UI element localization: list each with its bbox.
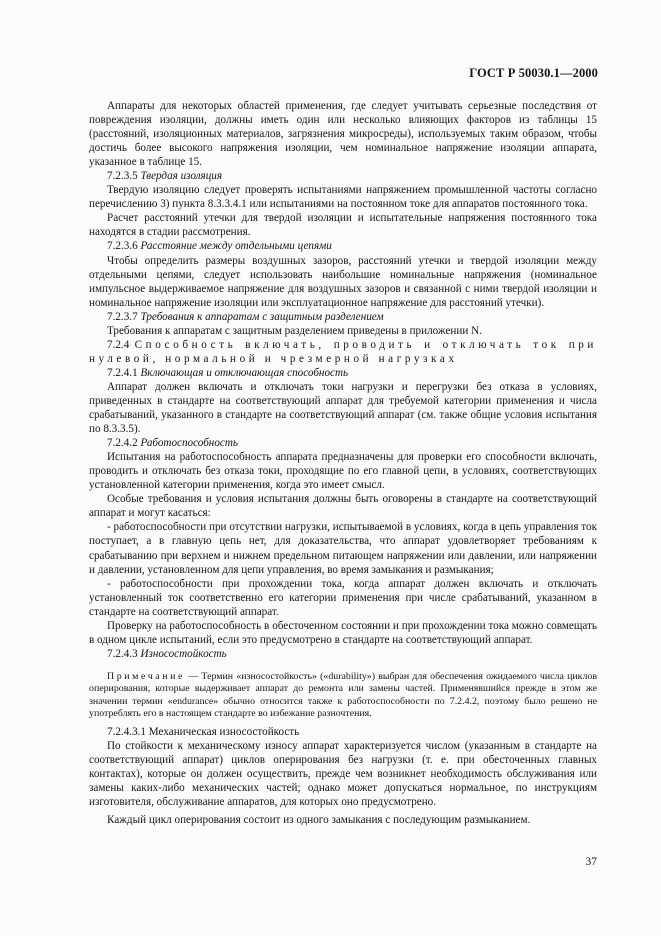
note-label: Примечание <box>107 670 186 682</box>
paragraph: Чтобы определить размеры воздушных зазоров, расстояний утечки и твердой изоляции между отдельными цепями, следует использовать наибольшие номинальные напряжения (номинальное импульсное выдерживаемое напряжение для воздушных зазоров и связанной с ними твердой изоляции и номинальное напряжение изоляции или эксплуатационное напряжение для расстояний утечки). <box>89 254 597 309</box>
section-title: Твердая изоляция <box>140 170 223 183</box>
section-number: 7.2.4.2 <box>107 437 138 450</box>
document-body <box>89 99 597 827</box>
paragraph: Твердую изоляцию следует проверять испытаниями напряжением промышленной частоты согласно перечислению 3) пункта 8.3.3.4.1 или испытаниями на постоянном токе для аппаратов постоянного тока. <box>89 184 597 211</box>
list-item: - работоспособности при отсутствии нагрузки, испытываемой в условиях, когда в цепь управления ток поступает, а в главную цепь нет, для доказательства, что аппарат удовлетворяет требованиям к срабатыванию при верхнем и нижнем предельном питающем напряжении или давлении, или напряжении и давлении, установленном для цепи управления, во время замыкания и размыкания; <box>89 521 597 576</box>
section-title: Износостойкость <box>140 647 227 660</box>
note-text: — Термин «износостойкость» («durability») выбран для обеспечения ожидаемого числа циклов оперирования, которые выдерживает аппарат до ремонта или замены частей. Применявшийся прежде в этом же значении термин «endurance» обычно относится также к работоспособности по 7.2.4.2, поэтому было решено не употреблять его в настоящем стандарте во избежание разночтения. <box>89 670 597 720</box>
paragraph: Требования к аппаратам с защитным разделением приведены в приложении N. <box>107 324 482 337</box>
paragraph: Каждый цикл оперирования состоит из одного замыкания с последующим размыканием. <box>107 813 531 826</box>
section-heading-7-2-4-2 <box>89 436 597 450</box>
section-number: 7.2.4.1 <box>107 366 138 379</box>
section-title: Работоспособность <box>140 437 238 450</box>
note <box>89 671 597 721</box>
paragraph: По стойкости к механическому износу аппарат характеризуется числом (указанным в стандарте на соответствующий аппарат) циклов оперирования без нагрузки (т. е. при обесточенных главных контактах), которые он должен осуществить, прежде чем возникнет необходимость обслуживания или замены каких-либо механических частей; однако может допускаться нормальное, по инструкциям изготовителя, обслуживание аппаратов, для которых оно предусмотрено. <box>89 739 597 808</box>
section-number: 7.2.3.6 <box>107 240 138 253</box>
paragraph: Аппараты для некоторых областей применения, где следует учитывать серьезные последствия от повреждения изоляции, должны иметь один или несколько влияющих факторов из таблицы 15 (расстояний, изоляционных материалов, загрязнения микросреды), используемых таким образом, чтобы достичь более высокого напряжения изоляции, чем номинальное напряжение изоляции аппарата, указанное в таблице 15. <box>89 100 597 169</box>
section-heading-7-2-4 <box>89 338 597 366</box>
list-item: - работоспособности при прохождении тока, когда аппарат должен включать и отключать установленный ток соответственно его категории применения при числе срабатываний, указанном в стандарте на соответствующий аппарат. <box>89 577 597 618</box>
section-title: Способность включать, проводить и отключать ток при нулевой, нормальной и чрезмерной нагрузках <box>89 338 597 365</box>
section-heading-7-2-4-3 <box>89 647 597 661</box>
paragraph: Испытания на работоспособность аппарата предназначены для проверки его способности включать, проводить и отключать без отказа токи, проходящие по его главной цепи, в условиях, соответствующих установленной категории применения, когда это имеет смысл. <box>89 451 597 492</box>
section-number: 7.2.3.5 <box>107 170 138 183</box>
page-number: 37 <box>585 856 597 868</box>
section-title: Включающая и отключающая способность <box>140 366 349 379</box>
section-number: 7.2.3.7 <box>107 310 138 323</box>
section-heading-7-2-3-5 <box>89 169 597 183</box>
section-heading-7-2-4-1 <box>89 366 597 380</box>
section-heading-7-2-3-7 <box>89 310 597 324</box>
standard-code-header: ГОСТ Р 50030.1—2000 <box>469 66 598 80</box>
paragraph: Проверку на работоспособность в обесточенном состоянии и при прохождении тока можно совмещать в одном цикле испытаний, если это предусмотрено в стандарте на соответствующий аппарат. <box>89 619 597 646</box>
paragraph: Расчет расстояний утечки для твердой изоляции и испытательные напряжения постоянного тока находятся в стадии рассмотрения. <box>89 212 597 239</box>
paragraph: Особые требования и условия испытания должны быть оговорены в стандарте на соответствующий аппарат и могут касаться: <box>89 493 597 520</box>
paragraph: Аппарат должен включать и отключать токи нагрузки и перегрузки без отказа в условиях, приведенных в стандарте на соответствующий аппарат для требуемой категории применения и числа срабатываний, указанного в стандарте на соответствующий аппарат (см. также общие условия испытания по 8.3.3.5). <box>89 380 597 436</box>
section-title: Требования к аппаратам с защитным разделением <box>140 310 384 323</box>
section-number: 7.2.4 <box>107 338 130 351</box>
section-number: 7.2.4.3 <box>107 647 138 660</box>
section-title: Расстояние между отдельными цепями <box>140 240 332 253</box>
section-heading-7-2-4-3-1: 7.2.4.3.1 Механическая износостойкость <box>107 725 300 738</box>
section-heading-7-2-3-6 <box>89 239 597 253</box>
